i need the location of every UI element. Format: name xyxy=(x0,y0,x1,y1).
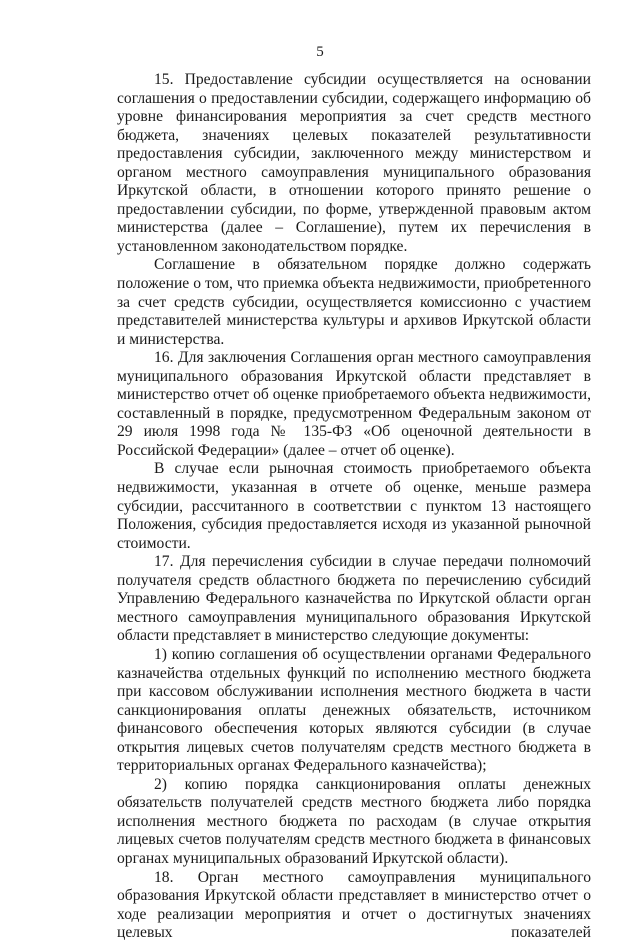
paragraph-16: 16. Для заключения Соглашения орган местного самоуправления муниципального образования Иркутской области представляет в министерство отчет об оценке приобретаемого объекта недвижимости, составленный в порядке, предусмотренном Федеральным законом от 29 июля 1998 года № 135-ФЗ «Об оценочной деятельности в Российской Федерации» (далее – отчет об оценке). xyxy=(117,349,591,459)
document-body xyxy=(117,71,591,943)
paragraph-15: 15. Предоставление субсидии осуществляется на основании соглашения о предоставлении субсидии, содержащего информацию об уровне финансирования мероприятия за счет средств местного бюджета, значениях целевых показателей результативности предоставления субсидии, заключенного между министерством и органом местного самоуправления муниципального образования Иркутской области, в отношении которого принято решение о предоставлении субсидии, по форме, утвержденной правовым актом министерства (далее – Соглашение), путем их перечисления в установленном законодательством порядке. xyxy=(117,71,591,255)
list-item-2: 2) копию порядка санкционирования оплаты денежных обязательств получателей средств местного бюджета либо порядка исполнения местного бюджета по расходам (в случае открытия лицевых счетов получателям средств местного бюджета в финансовых органах муниципальных образований Иркутской области). xyxy=(117,775,591,867)
paragraph-18: 18. Орган местного самоуправления муниципального образования Иркутской области представляет в министерство отчет о ходе реализации мероприятия и отчет о достигнутых значениях целевых показателей xyxy=(117,868,591,942)
paragraph-agreement-provision: Соглашение в обязательном порядке должно содержать положение о том, что приемка объекта недвижимости, приобретенного за счет средств субсидии, осуществляется комиссионно с участием представителей министерства культуры и архивов Иркутской области и министерства. xyxy=(117,256,591,348)
paragraph-market-value: В случае если рыночная стоимость приобретаемого объекта недвижимости, указанная в отчете об оценке, меньше размера субсидии, рассчитанного в соответствии с пунктом 13 настоящего Положения, субсидия предоставляется исходя из указанной рыночной стоимости. xyxy=(117,460,591,552)
paragraph-17: 17. Для перечисления субсидии в случае передачи полномочий получателя средств областного бюджета по перечислению субсидий Управлению Федерального казначейства по Иркутской области орган местного самоуправления муниципального образования Иркутской области представляет в министерство следующие документы: xyxy=(117,553,591,645)
list-item-1: 1) копию соглашения об осуществлении органами Федерального казначейства отдельных функций по исполнению местного бюджета при кассовом обслуживании исполнения местного бюджета в части санкционирования оплаты денежных обязательств, источником финансового обеспечения которых являются субсидии (в случае открытия лицевых счетов получателям средств местного бюджета в территориальных органах Федерального казначейства); xyxy=(117,645,591,775)
page-number: 5 xyxy=(316,44,324,60)
